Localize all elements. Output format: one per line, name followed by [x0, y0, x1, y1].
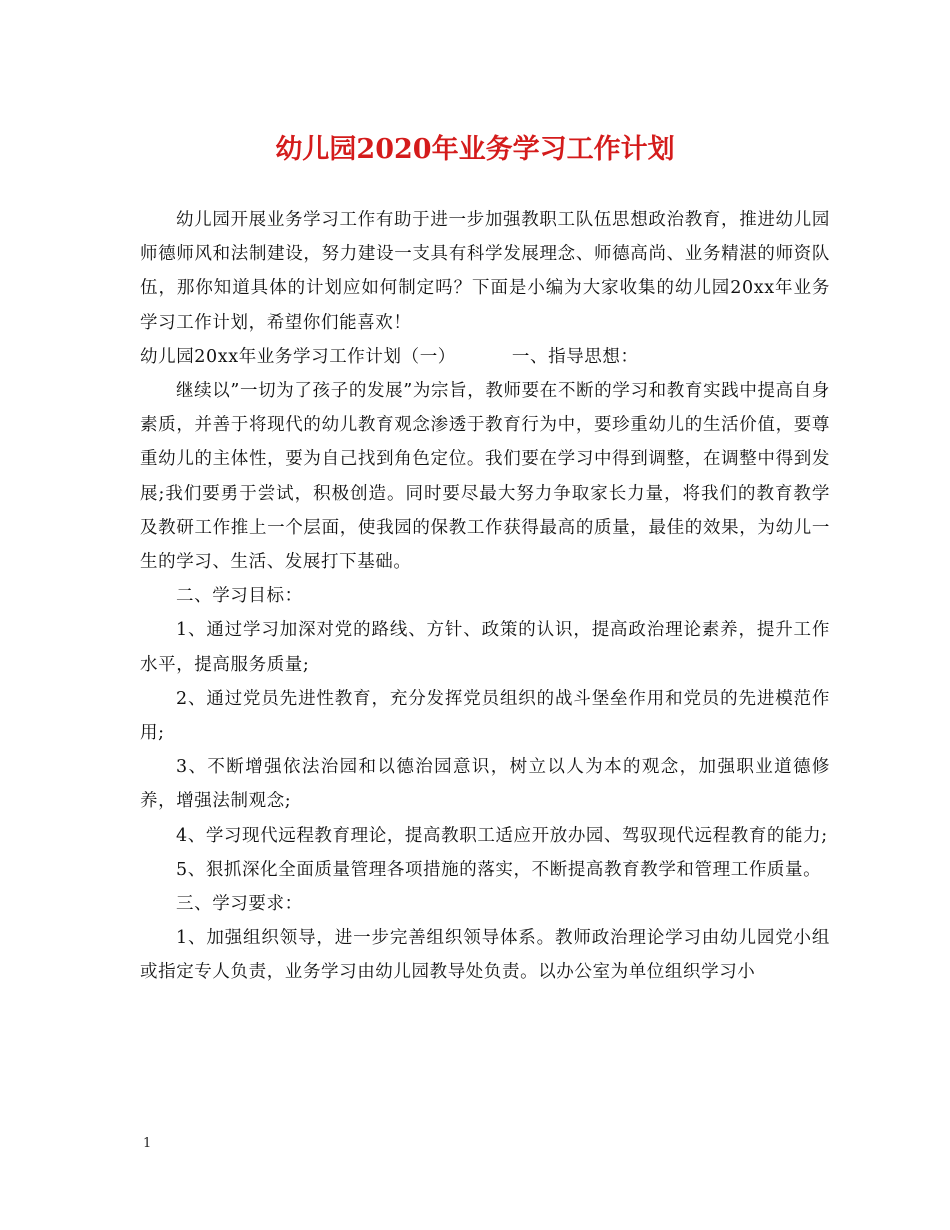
requirement-item: 1、加强组织领导，进一步完善组织领导体系。教师政治理论学习由幼儿园党小组或指定专人负责，业务学习由幼儿园教导处负责。以办公室为单位组织学习小 — [140, 928, 830, 983]
document-body — [140, 203, 830, 990]
goal-item: 2、通过党员先进性教育，充分发挥党员组织的战斗堡垒作用和党员的先进模范作用; — [140, 688, 830, 744]
goal-item: 4、学习现代远程教育理论，提高教职工适应开放办园、驾驭现代远程教育的能力; — [176, 825, 828, 846]
plan-heading-line — [140, 340, 830, 374]
plan-heading: 幼儿园20xx年业务学习工作计划（一） — [140, 346, 456, 367]
intro-paragraph: 幼儿园开展业务学习工作有助于进一步加强教职工队伍思想政治教育，推进幼儿园师德师风和法制建设，努力建设一支具有科学发展理念、师德高尚、业务精湛的师资队伍，那你知道具体的计划应如何制定吗？下面是小编为大家收集的幼儿园20xx年业务学习工作计划，希望你们能喜欢！ — [140, 210, 830, 333]
goal-item: 5、狠抓深化全面质量管理各项措施的落实，不断提高教育教学和管理工作质量。 — [176, 859, 822, 880]
goal-item: 3、不断增强依法治园和以德治园意识，树立以人为本的观念，加强职业道德修养，增强法制观念; — [140, 757, 830, 812]
section1-heading: 一、指导思想： — [511, 346, 639, 367]
goal-item: 1、通过学习加深对党的路线、方针、政策的认识，提高政治理论素养，提升工作水平，提高服务质量; — [140, 620, 830, 675]
section2-heading: 二、学习目标： — [176, 586, 303, 607]
section3-heading: 三、学习要求： — [176, 894, 303, 915]
document-title: 幼儿园2020年业务学习工作计划 — [275, 134, 675, 165]
section1-paragraph: 继续以”一切为了孩子的发展”为宗旨，教师要在不断的学习和教育实践中提高自身素质，并善于将现代的幼儿教育观念渗透于教育行为中，要珍重幼儿的生活价值，要尊重幼儿的主体性，要为自己找到角色定位。我们要在学习中得到调整，在调整中得到发展;我们要勇于尝试，积极创造。同时要尽最大努力争取家长力量，将我们的教育教学及教研工作推上一个层面，使我园的保教工作获得最高的质量，最佳的效果，为幼儿一生的学习、生活、发展打下基础。 — [140, 381, 830, 573]
page-number: 1 — [143, 1136, 152, 1151]
